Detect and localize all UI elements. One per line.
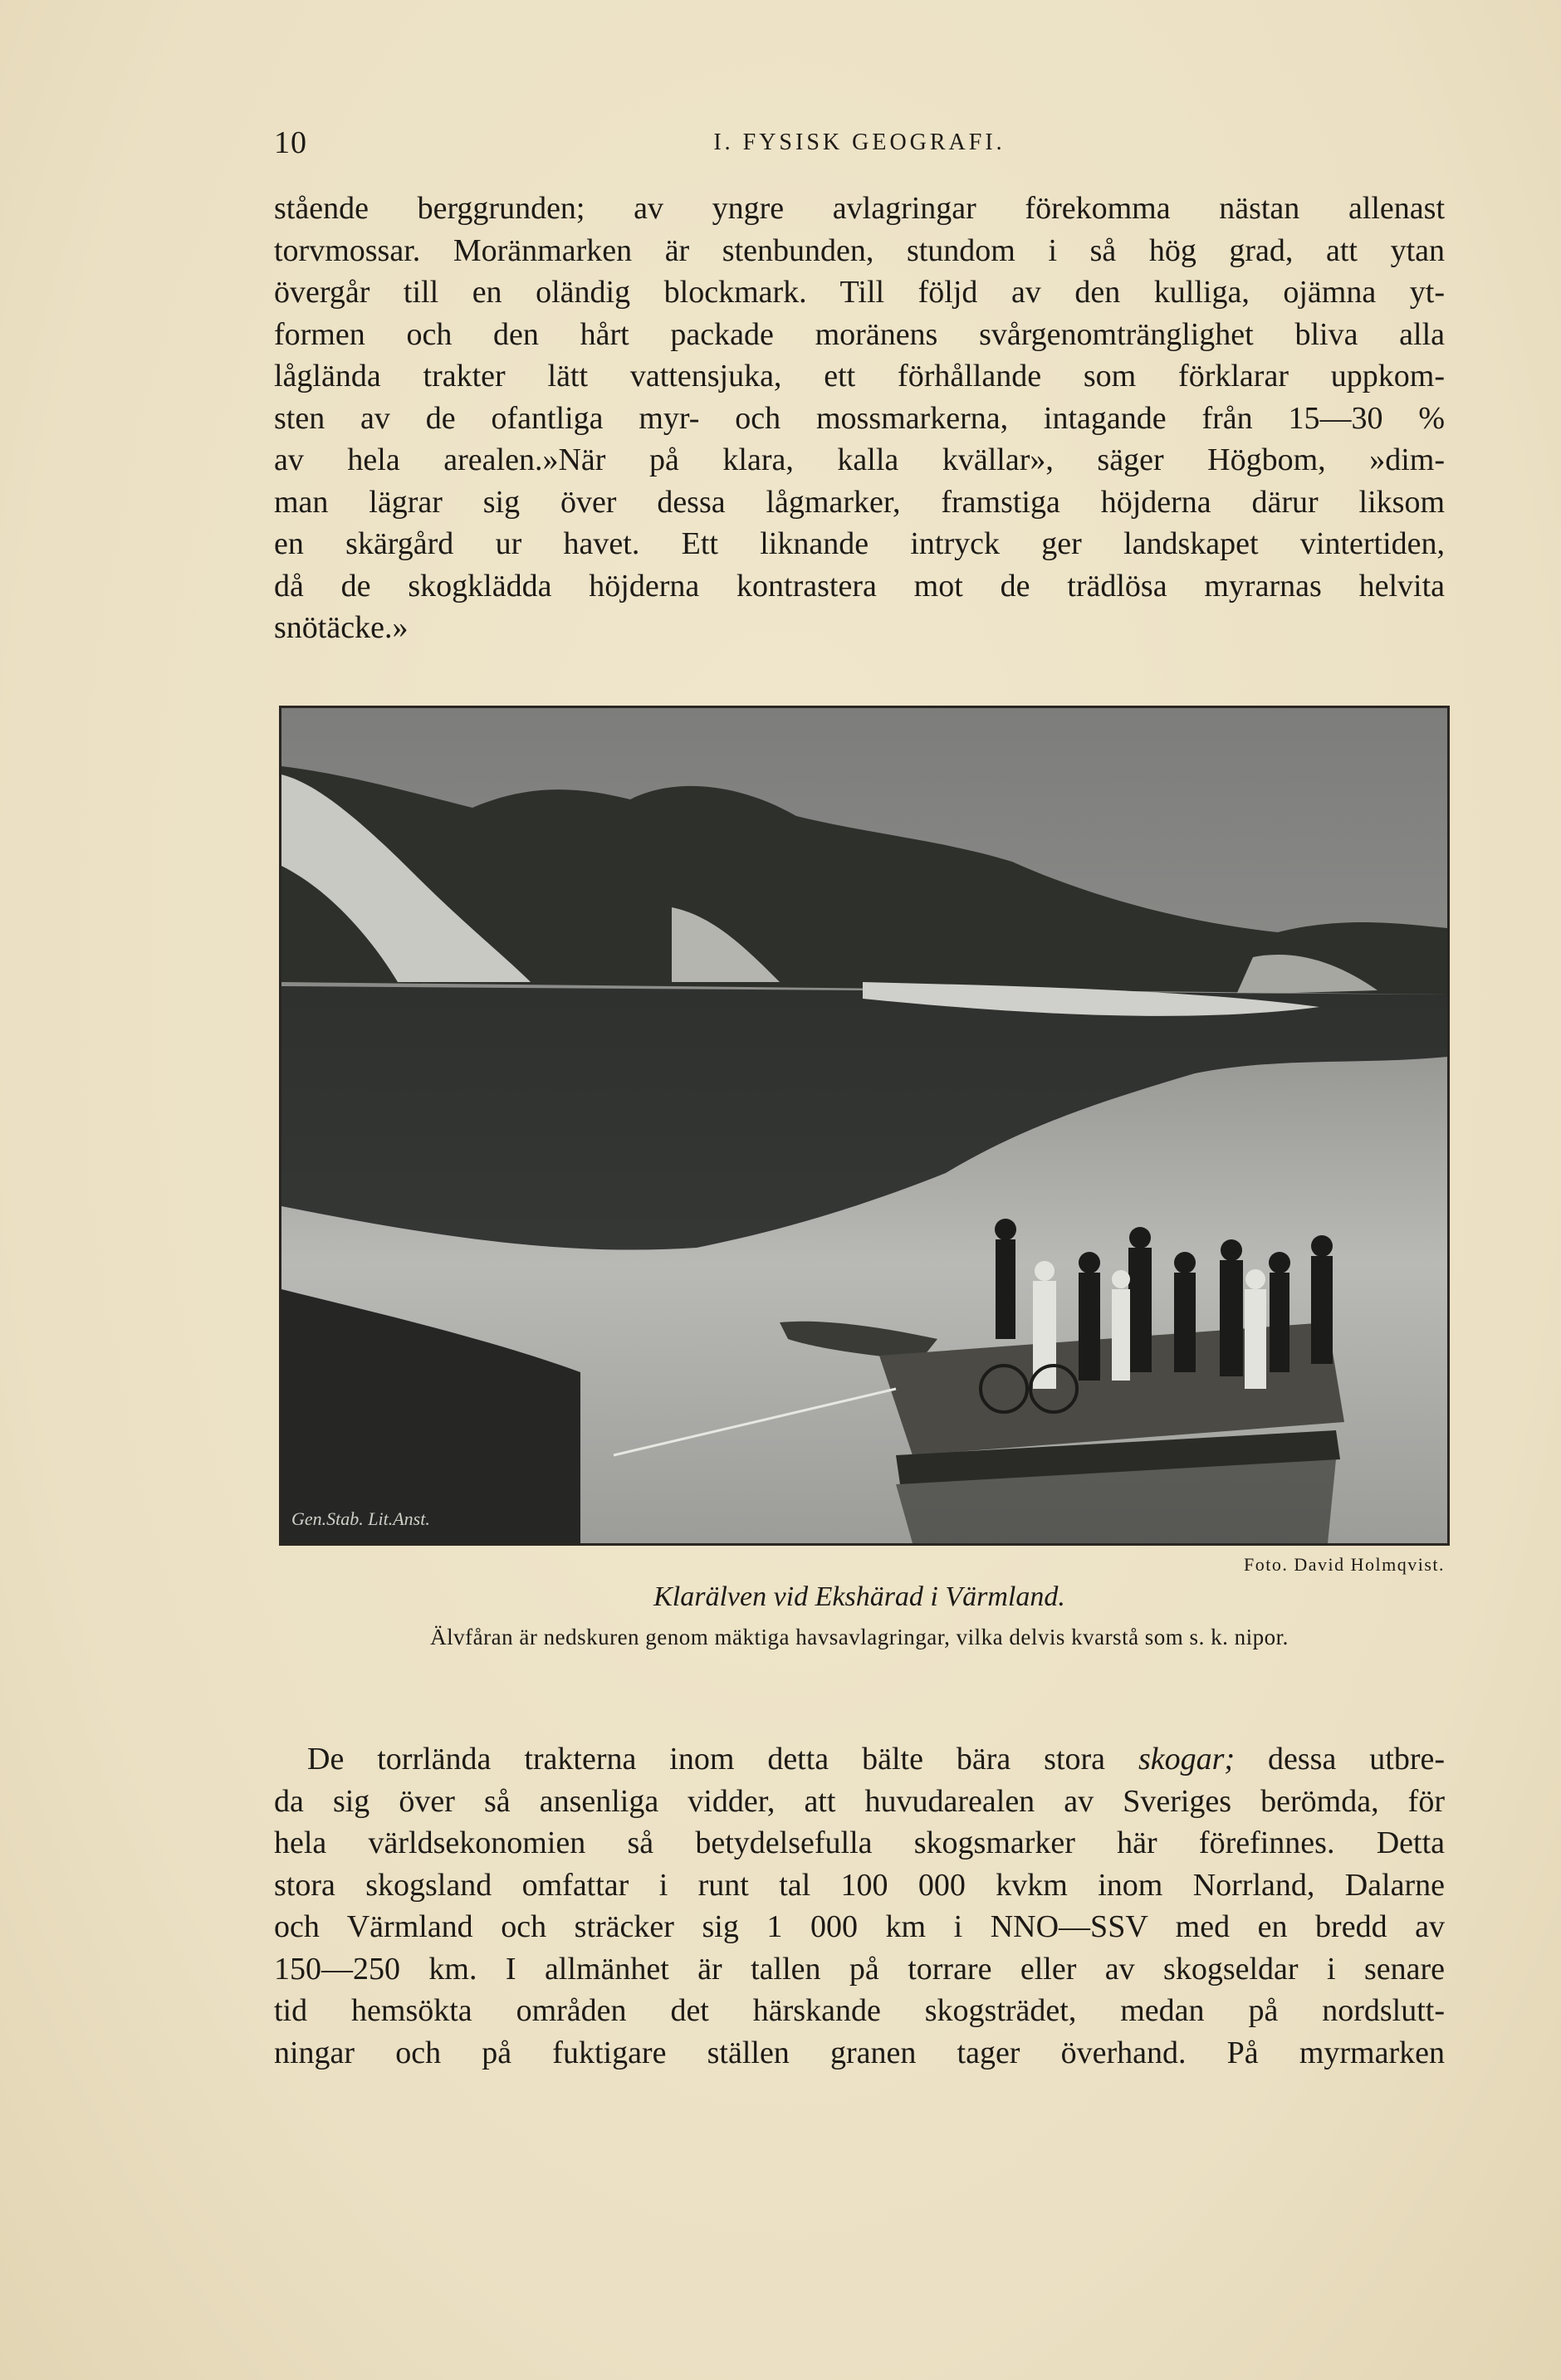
text-line: torvmossar. Moränmarken är stenbunden, stundom i så hög grad, att ytan bbox=[274, 232, 1445, 268]
text-line: 150—250 km. I allmänhet är tallen på torrare eller av skogseldar i senare bbox=[274, 1951, 1445, 1987]
figure-caption-title: Klarälven vid Ekshärad i Värmland. bbox=[653, 1581, 1065, 1612]
text-line: stora skogsland omfattar i runt tal 100 000 kvkm inom Norrland, Dalarne bbox=[274, 1867, 1445, 1903]
text-line: stående berggrunden; av yngre avlagringar förekomma nästan allenast bbox=[274, 191, 1445, 226]
text-line: en skärgård ur havet. Ett liknande intryck ger landskapet vintertiden, bbox=[274, 526, 1445, 561]
figure-caption-text: Älvfåran är nedskuren genom mäktiga havsavlagringar, vilka delvis kvarstå som s. k. nipor. bbox=[430, 1625, 1289, 1649]
text-line: ningar och på fuktigare ställen granen tager överhand. På myrmarken bbox=[274, 2035, 1445, 2070]
text-line: da sig över så ansenliga vidder, att huvudarealen av Sveriges berömda, för bbox=[274, 1783, 1445, 1819]
photo-credit: Foto. David Holmqvist. bbox=[1243, 1554, 1445, 1575]
paragraph-2 bbox=[274, 1738, 1445, 2074]
text-line: sten av de ofantliga myr- och mossmarkerna, intagande från 15—30 % bbox=[274, 400, 1445, 436]
text-line: snötäcke.» bbox=[274, 610, 409, 645]
text-segment: De torrlända trakterna inom detta bälte bära stora bbox=[307, 1742, 1138, 1776]
text-line: låglända trakter lätt vattensjuka, ett förhållande som förklarar uppkom- bbox=[274, 359, 1445, 393]
river-ferry-image bbox=[281, 708, 1447, 1543]
engraver-mark: Gen.Stab. Lit.Anst. bbox=[291, 1508, 430, 1529]
text-line bbox=[274, 1738, 1445, 1781]
text-segment: dessa utbre- bbox=[1235, 1742, 1445, 1776]
text-line: man lägrar sig över dessa lågmarker, framstiga höjderna därur liksom bbox=[274, 484, 1445, 520]
photograph-river-ferry bbox=[279, 706, 1450, 1546]
text-line: då de skogklädda höjderna kontrastera mot de trädlösa myrarnas helvita bbox=[274, 568, 1445, 604]
text-line: tid hemsökta områden det härskande skogsträdet, medan på nordslutt- bbox=[274, 1993, 1445, 2028]
text-line: och Värmland och sträcker sig 1 000 km i NNO—SSV med en bredd av bbox=[274, 1909, 1445, 1944]
text-line: hela världsekonomien så betydelsefulla skogsmarker här förefinnes. Detta bbox=[274, 1825, 1445, 1860]
running-head: I. FYSISK GEOGRAFI. bbox=[713, 130, 1006, 155]
emphasized-word: skogar; bbox=[1138, 1742, 1236, 1776]
text-line: av hela arealen.»När på klara, kalla kvällar», säger Högbom, »dim- bbox=[274, 442, 1445, 477]
paragraph-1 bbox=[274, 188, 1445, 649]
text-line: formen och den hårt packade moränens svårgenomtränglighet bliva alla bbox=[274, 316, 1445, 352]
page-header bbox=[274, 125, 1445, 174]
text-line: övergår till en oländig blockmark. Till följd av den kulliga, ojämna yt- bbox=[274, 275, 1445, 310]
page-number: 10 bbox=[274, 125, 307, 160]
